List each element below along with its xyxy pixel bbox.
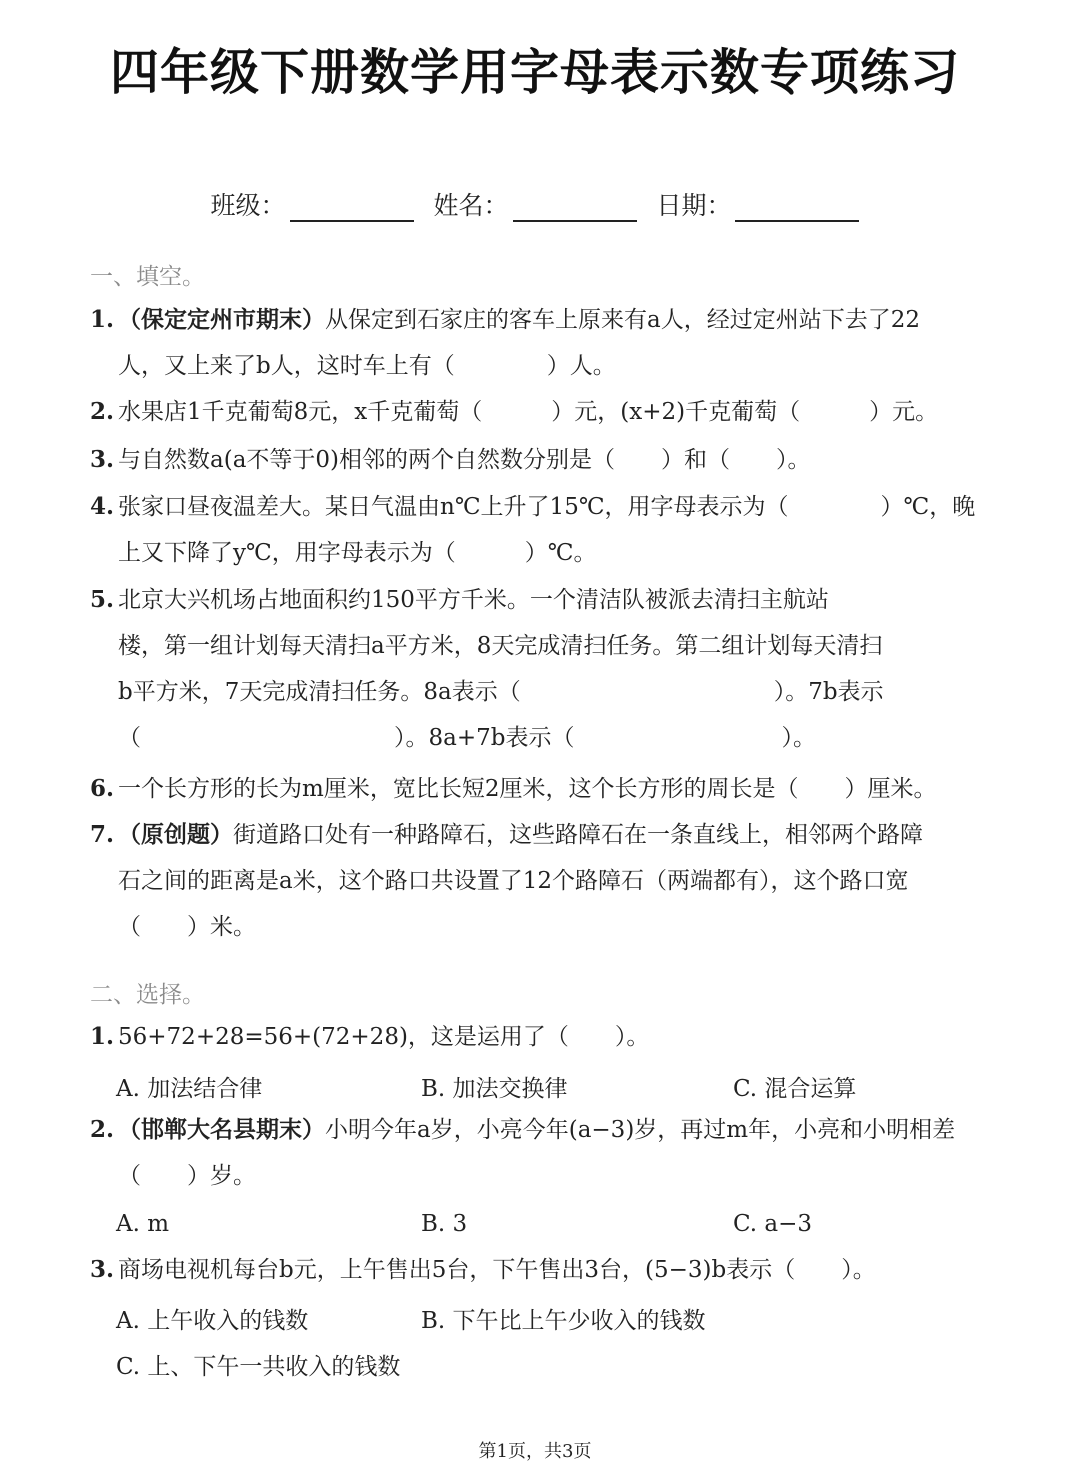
fill-question-4 bbox=[90, 484, 990, 576]
question-text: 北京大兴机场占地面积约150平方千米。一个清洁队被派去清扫主航站 bbox=[118, 587, 829, 613]
class-label: 班级： bbox=[210, 191, 286, 220]
fill-question-5 bbox=[90, 577, 990, 761]
choice-question-2 bbox=[90, 1107, 990, 1199]
question-number: 1. bbox=[90, 1023, 115, 1050]
question-number: 4. bbox=[90, 493, 115, 520]
choice-2-option-a[interactable]: A. m bbox=[116, 1211, 170, 1237]
question-text: 小明今年a岁，小亮今年(a−3)岁，再过m年，小亮和小明相差 bbox=[325, 1117, 956, 1143]
fill-question-6 bbox=[90, 766, 990, 812]
question-text: b平方米，7天完成清扫任务。8a表示（ ）。7b表示 bbox=[118, 679, 884, 705]
choice-2-option-c[interactable]: C. a−3 bbox=[733, 1211, 813, 1237]
name-field bbox=[433, 186, 636, 222]
fill-question-3 bbox=[90, 437, 990, 483]
question-text: 街道路口处有一种路障石，这些路障石在一条直线上，相邻两个路障 bbox=[233, 822, 924, 848]
question-text: 人，又上来了b人，这时车上有（ ）人。 bbox=[118, 353, 616, 379]
fill-question-7 bbox=[90, 812, 990, 950]
question-number: 1. bbox=[90, 306, 115, 333]
question-text: 石之间的距离是a米，这个路口共设置了12个路障石（两端都有），这个路口宽 bbox=[118, 868, 909, 894]
question-text: （ ）米。 bbox=[118, 914, 256, 940]
question-text: 从保定到石家庄的客车上原来有a人，经过定州站下去了22 bbox=[325, 307, 920, 333]
choice-1-option-a[interactable]: A. 加法结合律 bbox=[116, 1076, 263, 1102]
section-fill-blank-heading: 一、填空。 bbox=[90, 264, 205, 290]
date-label: 日期： bbox=[656, 191, 732, 220]
class-blank[interactable] bbox=[290, 198, 414, 222]
fill-question-2 bbox=[90, 389, 990, 435]
question-number: 6. bbox=[90, 775, 115, 802]
choice-2-option-b[interactable]: B. 3 bbox=[421, 1211, 468, 1237]
question-text: 上又下降了y℃，用字母表示为（ ）℃。 bbox=[118, 540, 597, 566]
question-number: 3. bbox=[90, 1256, 115, 1283]
choice-3-option-a[interactable]: A. 上午收入的钱数 bbox=[116, 1308, 309, 1334]
section-choice-heading: 二、选择。 bbox=[90, 982, 205, 1008]
choice-3-option-b[interactable]: B. 下午比上午少收入的钱数 bbox=[421, 1308, 706, 1334]
choice-1-option-b[interactable]: B. 加法交换律 bbox=[421, 1076, 568, 1102]
date-blank[interactable] bbox=[735, 198, 859, 222]
question-number: 2. bbox=[90, 398, 115, 425]
date-field bbox=[656, 186, 859, 222]
question-number: 5. bbox=[90, 586, 115, 613]
question-text: 楼，第一组计划每天清扫a平方米，8天完成清扫任务。第二组计划每天清扫 bbox=[118, 633, 883, 659]
name-label: 姓名： bbox=[433, 191, 509, 220]
choice-question-1 bbox=[90, 1014, 990, 1060]
question-source: （邯郸大名县期末） bbox=[118, 1117, 326, 1143]
question-text: 一个长方形的长为m厘米，宽比长短2厘米，这个长方形的周长是（ ）厘米。 bbox=[118, 776, 937, 802]
question-text: （ ）。8a+7b表示（ ）。 bbox=[118, 725, 816, 751]
choice-question-3 bbox=[90, 1247, 990, 1293]
page-title: 四年级下册数学用字母表示数专项练习 bbox=[109, 44, 960, 101]
page-footer: 第1页，共3页 bbox=[478, 1441, 592, 1462]
class-field bbox=[211, 186, 414, 222]
question-text: 张家口昼夜温差大。某日气温由n℃上升了15℃，用字母表示为（ ）℃，晚 bbox=[118, 494, 976, 520]
question-number: 3. bbox=[90, 446, 115, 473]
question-text: 与自然数a(a不等于0)相邻的两个自然数分别是（ ）和（ ）。 bbox=[118, 447, 811, 473]
choice-3-option-c[interactable]: C. 上、下午一共收入的钱数 bbox=[116, 1354, 401, 1380]
choice-1-option-c[interactable]: C. 混合运算 bbox=[733, 1076, 857, 1102]
question-source: （原创题） bbox=[118, 822, 234, 848]
question-source: （保定定州市期末） bbox=[118, 307, 326, 333]
name-blank[interactable] bbox=[513, 198, 637, 222]
fill-question-1 bbox=[90, 297, 990, 389]
question-number: 7. bbox=[90, 821, 115, 848]
question-text: 56+72+28=56+(72+28)，这是运用了（ ）。 bbox=[118, 1024, 650, 1050]
question-text: 水果店1千克葡萄8元，x千克葡萄（ ）元，(x+2)千克葡萄（ ）元。 bbox=[118, 399, 939, 425]
question-text: （ ）岁。 bbox=[118, 1163, 256, 1189]
question-text: 商场电视机每台b元，上午售出5台，下午售出3台，(5−3)b表示（ ）。 bbox=[118, 1257, 876, 1283]
question-number: 2. bbox=[90, 1116, 115, 1143]
student-info-row bbox=[0, 186, 1070, 222]
